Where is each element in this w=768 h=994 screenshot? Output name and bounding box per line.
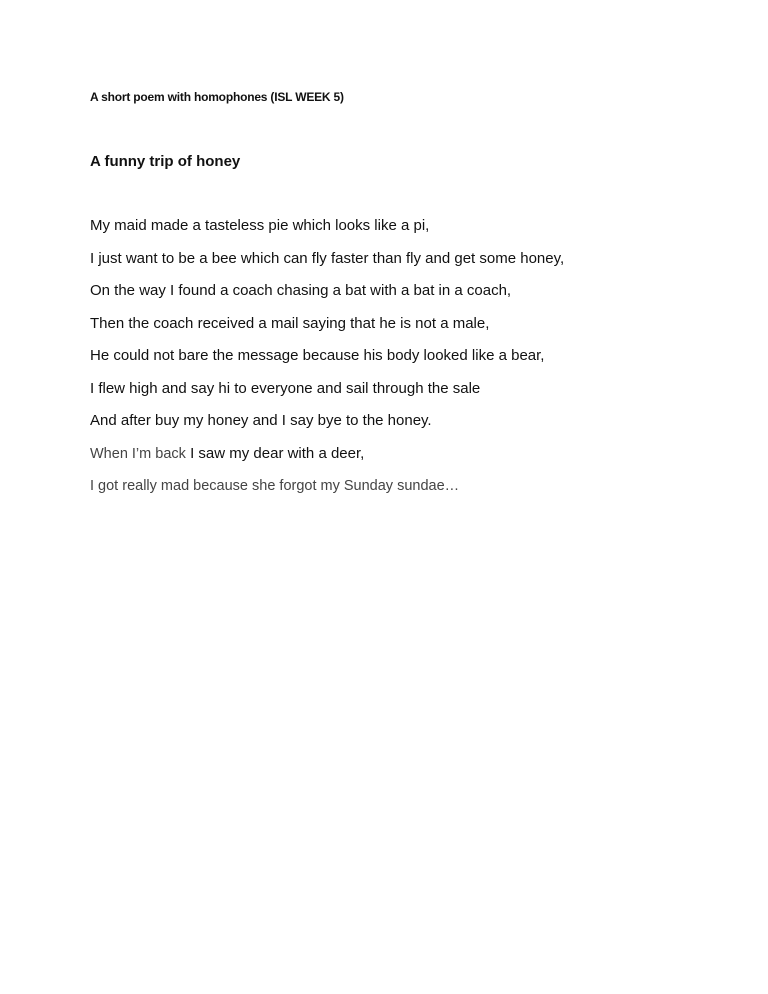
poem-line: On the way I found a coach chasing a bat with a bat in a coach, xyxy=(90,282,512,299)
poem-body xyxy=(90,217,564,510)
poem-line: Then the coach received a mail saying that he is not a male, xyxy=(90,314,490,332)
poem-line-8 xyxy=(90,445,564,463)
poem-title: A funny trip of honey xyxy=(90,153,241,170)
poem-line-8-lead: When I’m back xyxy=(90,445,186,462)
poem-line: I just want to be a bee which can fly faster than fly and get some honey, xyxy=(90,249,565,267)
poem-line: And after buy my honey and I say bye to the honey. xyxy=(90,412,432,429)
poem-line-8-rest: I saw my dear with a deer, xyxy=(185,444,365,462)
poem-line: I flew high and say hi to everyone and sail through the sale xyxy=(90,379,481,397)
poem-line-9: I got really mad because she forgot my Sunday sundae… xyxy=(90,478,460,494)
poem-line: My maid made a tasteless pie which looks like a pi, xyxy=(90,217,430,234)
document-header: A short poem with homophones (ISL WEEK 5) xyxy=(90,90,344,104)
poem-line: He could not bare the message because his body looked like a bear, xyxy=(90,347,545,364)
